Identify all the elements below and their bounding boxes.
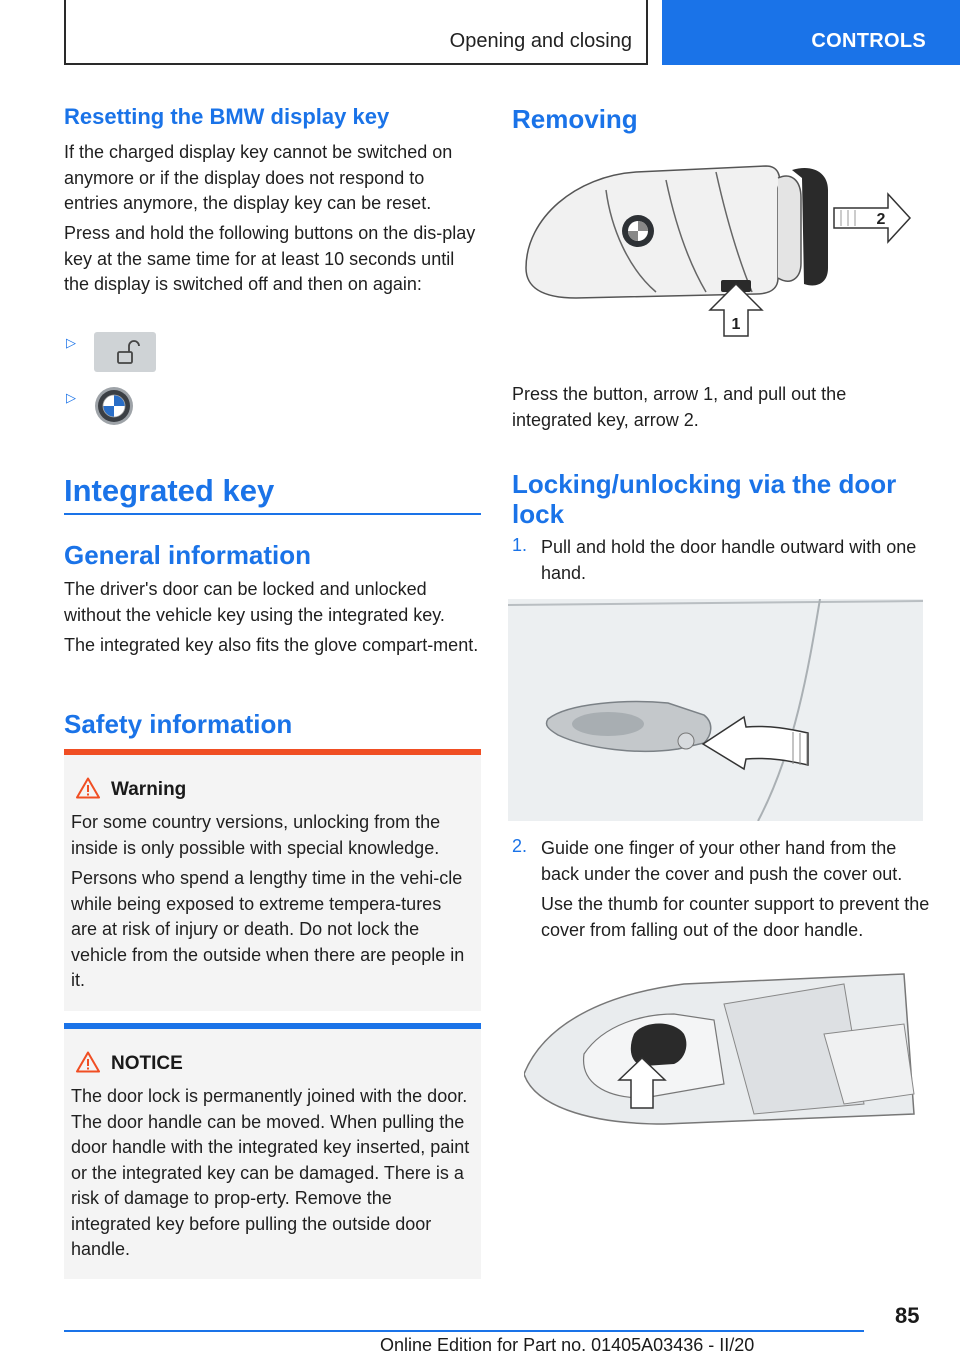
- bmw-button-image: [94, 386, 134, 426]
- general-paragraph-2: The integrated key also fits the glove compart-ment.: [64, 635, 479, 655]
- key-removal-figure: [516, 158, 916, 348]
- arrow-1-label: 1: [731, 316, 741, 333]
- reset-paragraph-1: If the charged display key cannot be switched on anymore or if the display does not respond to entries anymore, the display key can be reset.: [64, 142, 453, 213]
- safety-info-heading: Safety information: [64, 709, 293, 739]
- removing-heading: Removing: [512, 104, 638, 134]
- warning-bar: [64, 749, 481, 755]
- warning-title: Warning: [111, 779, 187, 800]
- warning-box: [64, 749, 481, 1011]
- chapter-heading: Integrated key: [64, 473, 275, 508]
- reset-heading: Resetting the BMW display key: [64, 104, 390, 129]
- notice-bar: [64, 1023, 481, 1029]
- header-section-tab: [64, 0, 648, 65]
- arrow-2-label: 2: [876, 211, 886, 228]
- lock-heading: Locking/unlocking via the door lock: [512, 469, 897, 529]
- reset-paragraph-2: Press and hold the following buttons on the dis-play key at the same time for at least 10 seconds until the display is switched off and then on again:: [64, 223, 476, 294]
- bullet-marker: ▷: [66, 390, 76, 405]
- unlock-button-image: [94, 332, 156, 372]
- heading-rule: [64, 513, 481, 515]
- door-handle-figure: [508, 599, 923, 821]
- warning-triangle-icon: [76, 777, 100, 799]
- step-2-text: Guide one finger of your other hand from the back under the cover and push the cover out.: [541, 838, 903, 884]
- notice-triangle-icon: [76, 1051, 100, 1073]
- section-title: Opening and closing: [449, 30, 632, 52]
- step-1-text: Pull and hold the door handle outward with one hand.: [541, 537, 917, 583]
- warning-paragraph-2: Persons who spend a lengthy time in the vehi-cle while being exposed to extreme tempera-tures are at risk of injury or death. Do not lock the vehicle from the outside when there are people in it.: [71, 868, 465, 990]
- general-info-heading: General information: [64, 540, 312, 570]
- bmw-logo-icon: [94, 386, 134, 426]
- notice-paragraph: The door lock is permanently joined with the door. The door handle can be moved. When pulling the door handle with the integrated key inserted, paint or the integrated key can be damaged. There is a risk of damage to prop-erty. Remove the integrated key before pulling the outside door handle.: [71, 1086, 470, 1259]
- step-2-number: 2.: [512, 836, 528, 856]
- footer-rule: [64, 1330, 864, 1332]
- step-2-extra: Use the thumb for counter support to prevent the cover from falling out of the door handle.: [541, 894, 930, 940]
- removing-paragraph: Press the button, arrow 1, and pull out the integrated key, arrow 2.: [512, 384, 847, 430]
- page-number: 85: [895, 1303, 920, 1328]
- bullet-marker: ▷: [66, 335, 76, 350]
- chapter-label: CONTROLS: [811, 30, 926, 52]
- unlock-icon: [94, 332, 156, 372]
- notice-box: [64, 1023, 481, 1279]
- header-chapter-tab: [662, 0, 960, 65]
- door-handle-cover-figure: [524, 964, 924, 1126]
- general-paragraph-1: The driver's door can be locked and unlocked without the vehicle key using the integrated key.: [64, 579, 445, 625]
- step-1-number: 1.: [512, 535, 528, 555]
- warning-paragraph-1: For some country versions, unlocking from the inside is only possible with special knowledge.: [71, 812, 441, 858]
- footer-edition: Online Edition for Part no. 01405A03436 - II/20: [380, 1335, 755, 1355]
- notice-title: NOTICE: [111, 1053, 183, 1074]
